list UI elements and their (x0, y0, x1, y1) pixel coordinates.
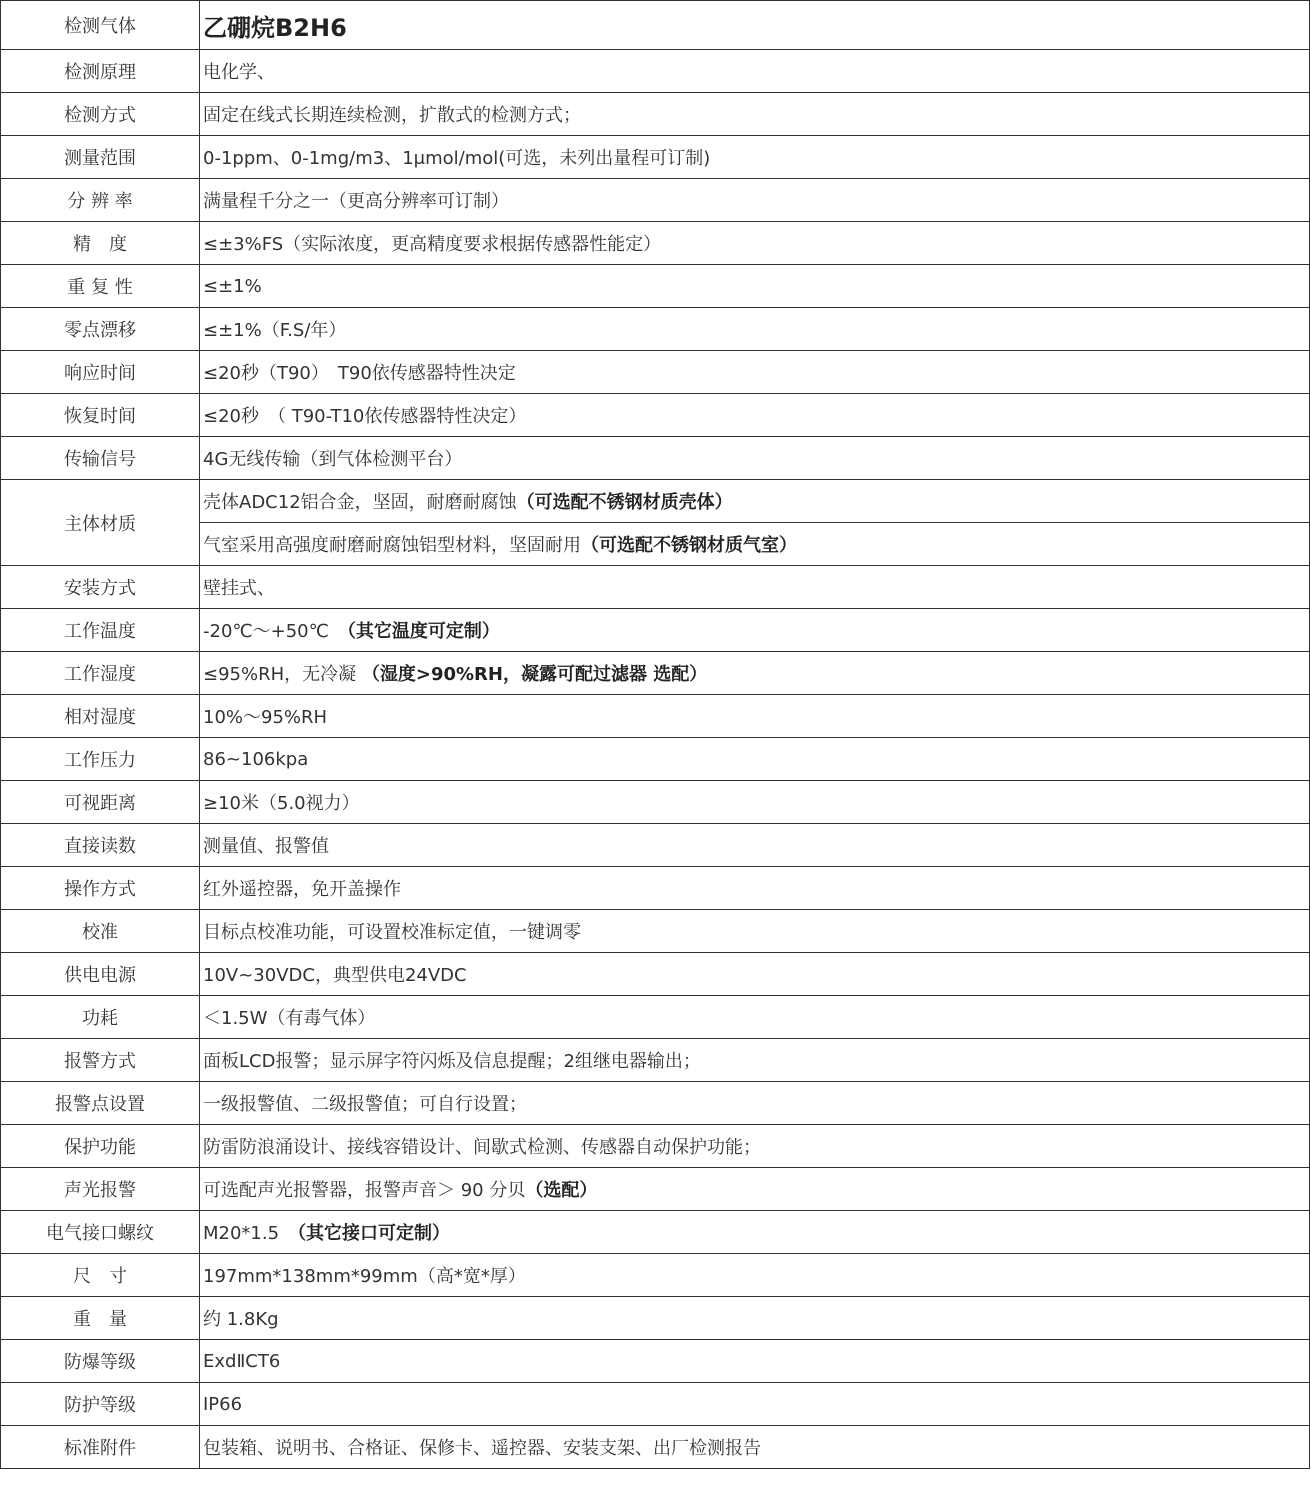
spec-value-text: ＜1.5W（有毒气体） (203, 1008, 376, 1029)
spec-value (200, 609, 1310, 652)
spec-value-text: 壳体ADC12铝合金，坚固，耐磨耐腐蚀 (203, 492, 517, 513)
spec-value (200, 996, 1310, 1039)
spec-row (1, 1082, 1310, 1125)
spec-value-text: ≤20秒 （ T90-T10依传感器特性决定） (203, 406, 527, 427)
spec-value-text: ≤95%RH，无冷凝 (203, 664, 362, 685)
spec-label: 检测气体 (1, 1, 200, 50)
spec-value (200, 136, 1310, 179)
spec-value-text: -20℃～+50℃ (203, 621, 347, 642)
spec-value-text: 197mm*138mm*99mm（高*宽*厚） (203, 1266, 526, 1287)
spec-value-text: 测量值、报警值 (203, 836, 329, 857)
spec-value (200, 1426, 1310, 1469)
spec-label: 工作压力 (1, 738, 200, 781)
spec-label: 重 复 性 (1, 265, 200, 308)
spec-row (1, 1426, 1310, 1469)
spec-row (1, 265, 1310, 308)
spec-row (1, 1211, 1310, 1254)
spec-row (1, 179, 1310, 222)
spec-label: 零点漂移 (1, 308, 200, 351)
spec-label: 精 度 (1, 222, 200, 265)
spec-row (1, 437, 1310, 480)
spec-label: 可视距离 (1, 781, 200, 824)
spec-value (200, 523, 1310, 566)
spec-label: 标准附件 (1, 1426, 200, 1469)
spec-value (200, 781, 1310, 824)
spec-value (200, 1082, 1310, 1125)
spec-label: 恢复时间 (1, 394, 200, 437)
spec-value (200, 179, 1310, 222)
spec-row (1, 1340, 1310, 1383)
spec-label: 主体材质 (1, 480, 200, 566)
spec-value-note: （可选配不锈钢材质壳体） (516, 492, 733, 513)
spec-row (1, 480, 1310, 523)
spec-value-text: 0-1ppm、0-1mg/m3、1μmol/mol(可选，未列出量程可订制) (203, 148, 711, 169)
spec-row (1, 50, 1310, 93)
spec-value-text: 10V~30VDC，典型供电24VDC (203, 965, 467, 986)
spec-value-text: 包装箱、说明书、合格证、保修卡、遥控器、安装支架、出厂检测报告 (203, 1438, 761, 1459)
spec-value-text: ExdⅡCT6 (203, 1350, 281, 1372)
spec-value-text: 86~106kpa (203, 748, 309, 770)
spec-label: 校准 (1, 910, 200, 953)
spec-label: 功耗 (1, 996, 200, 1039)
spec-value (200, 910, 1310, 953)
spec-value-note: （选配） (525, 1180, 598, 1201)
spec-value (200, 953, 1310, 996)
spec-value-text: 红外遥控器，免开盖操作 (203, 879, 401, 900)
spec-row (1, 1125, 1310, 1168)
spec-value-text: ≤±1% (203, 275, 262, 297)
spec-label: 电气接口螺纹 (1, 1211, 200, 1254)
spec-value (200, 222, 1310, 265)
spec-row (1, 738, 1310, 781)
spec-value-note: （湿度>90%RH，凝露可配过滤器 选配） (361, 664, 708, 685)
spec-value-text: ≤±3%FS（实际浓度，更高精度要求根据传感器性能定） (203, 234, 662, 255)
spec-row (1, 1254, 1310, 1297)
spec-label: 操作方式 (1, 867, 200, 910)
spec-row (1, 351, 1310, 394)
spec-label: 保护功能 (1, 1125, 200, 1168)
spec-label: 报警点设置 (1, 1082, 200, 1125)
spec-value (200, 351, 1310, 394)
spec-value-text: 可选配声光报警器，报警声音＞ 90 分贝 (203, 1180, 526, 1201)
spec-row (1, 1297, 1310, 1340)
spec-row (1, 394, 1310, 437)
spec-value-text: 满量程千分之一（更高分辨率可订制） (203, 191, 509, 212)
spec-label: 重 量 (1, 1297, 200, 1340)
spec-value-text: 约 1.8Kg (203, 1309, 279, 1330)
spec-label: 报警方式 (1, 1039, 200, 1082)
spec-value-text: 10%～95%RH (203, 707, 328, 728)
spec-value (200, 480, 1310, 523)
spec-row (1, 1383, 1310, 1426)
spec-label: 防爆等级 (1, 1340, 200, 1383)
spec-label: 尺 寸 (1, 1254, 200, 1297)
spec-label: 防护等级 (1, 1383, 200, 1426)
spec-row (1, 1, 1310, 50)
spec-value (200, 265, 1310, 308)
spec-value (200, 437, 1310, 480)
spec-value (200, 1340, 1310, 1383)
spec-label: 直接读数 (1, 824, 200, 867)
spec-label: 工作湿度 (1, 652, 200, 695)
spec-label: 响应时间 (1, 351, 200, 394)
spec-value-text: 面板LCD报警；显示屏字符闪烁及信息提醒；2组继电器输出； (203, 1051, 701, 1072)
spec-row (1, 910, 1310, 953)
spec-value-text: 乙硼烷B2H6 (203, 13, 347, 42)
spec-label: 相对湿度 (1, 695, 200, 738)
spec-value-text: ≤±1%（F.S/年） (203, 320, 347, 341)
spec-row (1, 953, 1310, 996)
spec-row (1, 867, 1310, 910)
spec-row (1, 781, 1310, 824)
spec-row (1, 996, 1310, 1039)
spec-row (1, 652, 1310, 695)
spec-value-text: 防雷防浪涌设计、接线容错设计、间歇式检测、传感器自动保护功能； (203, 1137, 761, 1158)
spec-value (200, 1, 1310, 50)
spec-value (200, 867, 1310, 910)
spec-label: 检测方式 (1, 93, 200, 136)
spec-value (200, 1168, 1310, 1211)
spec-value-text: 电化学、 (203, 62, 275, 83)
spec-value (200, 93, 1310, 136)
spec-value-text: ≤20秒（T90） T90依传感器特性决定 (203, 363, 516, 384)
spec-row (1, 222, 1310, 265)
spec-value (200, 566, 1310, 609)
spec-label: 传输信号 (1, 437, 200, 480)
spec-value (200, 1383, 1310, 1426)
spec-value-note: （可选配不锈钢材质气室） (581, 535, 797, 556)
spec-label: 分 辨 率 (1, 179, 200, 222)
spec-label: 声光报警 (1, 1168, 200, 1211)
spec-value-text: 壁挂式、 (203, 578, 275, 599)
spec-value (200, 824, 1310, 867)
spec-label: 安装方式 (1, 566, 200, 609)
spec-value-text: 气室采用高强度耐磨耐腐蚀铝型材料，坚固耐用 (203, 535, 581, 556)
spec-value-text: 目标点校准功能，可设置校准标定值，一键调零 (203, 922, 581, 943)
spec-value (200, 652, 1310, 695)
spec-value (200, 50, 1310, 93)
spec-row (1, 136, 1310, 179)
spec-row (1, 308, 1310, 351)
spec-row (1, 1039, 1310, 1082)
spec-value (200, 1039, 1310, 1082)
spec-row (1, 695, 1310, 738)
spec-label: 供电电源 (1, 953, 200, 996)
spec-table-body (1, 1, 1310, 1469)
spec-value (200, 738, 1310, 781)
spec-value (200, 394, 1310, 437)
spec-value-text: ≥10米（5.0视力） (203, 793, 360, 814)
spec-value (200, 1211, 1310, 1254)
spec-row (1, 93, 1310, 136)
spec-value (200, 1125, 1310, 1168)
spec-value-text: IP66 (203, 1393, 243, 1415)
spec-label: 工作温度 (1, 609, 200, 652)
spec-value-note: （其它接口可定制） (297, 1223, 451, 1244)
spec-value (200, 1254, 1310, 1297)
spec-label: 测量范围 (1, 136, 200, 179)
spec-value-text: 4G无线传输（到气体检测平台） (203, 449, 463, 470)
spec-value (200, 1297, 1310, 1340)
spec-label: 检测原理 (1, 50, 200, 93)
spec-row (1, 609, 1310, 652)
spec-row (1, 566, 1310, 609)
spec-value (200, 308, 1310, 351)
spec-value-text: 固定在线式长期连续检测，扩散式的检测方式； (203, 105, 581, 126)
spec-value-text: 一级报警值、二级报警值；可自行设置； (203, 1094, 527, 1115)
spec-row (1, 1168, 1310, 1211)
spec-value-note: （其它温度可定制） (346, 621, 500, 642)
spec-row (1, 824, 1310, 867)
spec-value (200, 695, 1310, 738)
spec-value-text: M20*1.5 (203, 1223, 298, 1244)
